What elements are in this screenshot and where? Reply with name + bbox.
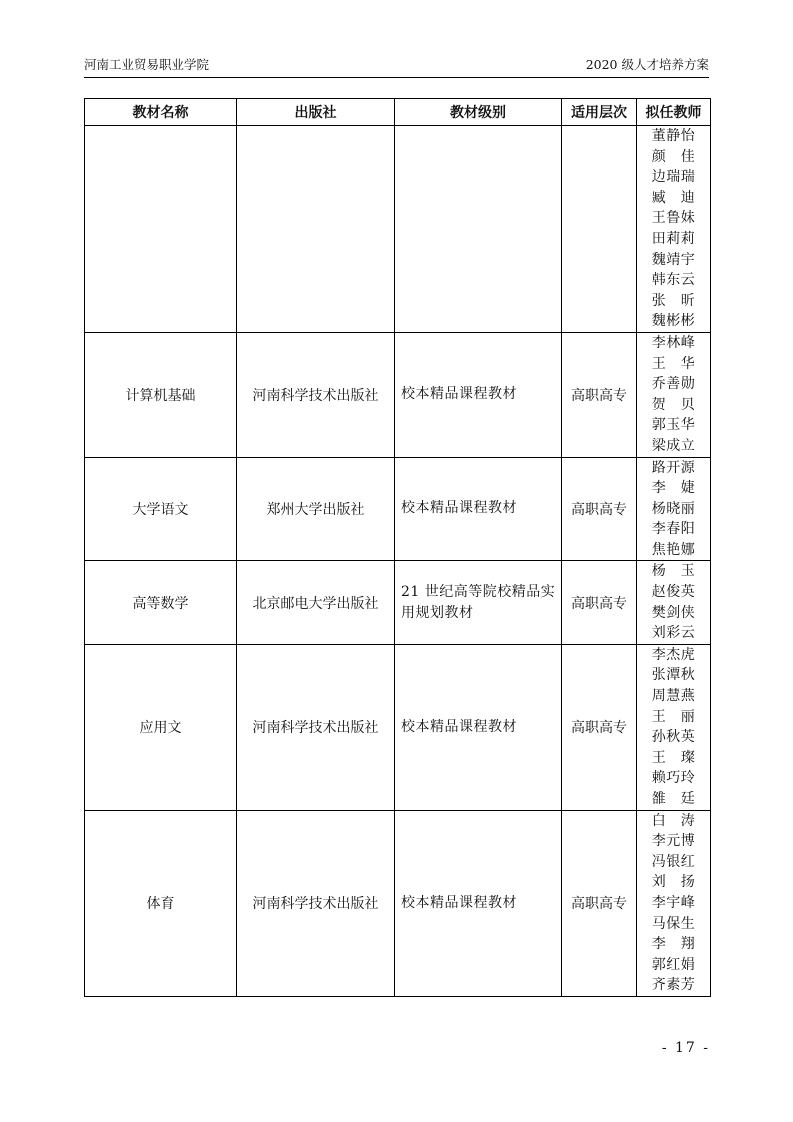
column-header: 拟任教师	[637, 99, 711, 126]
teacher-name: 李林峰	[651, 334, 696, 351]
teacher-name: 孙秋英	[651, 729, 696, 746]
teacher-name: 刘 扬	[651, 874, 696, 891]
table-row	[85, 810, 711, 996]
teacher-name: 魏彬彬	[651, 313, 696, 330]
teacher-name: 李元博	[651, 833, 696, 850]
teachers-cell	[637, 332, 711, 457]
teacher-name: 赖巧玲	[651, 770, 696, 787]
textbook-name-cell: 应用文	[85, 644, 237, 810]
column-header: 教材级别	[395, 99, 562, 126]
publisher-cell: 河南科学技术出版社	[237, 332, 395, 457]
textbook-level-cell	[395, 126, 562, 333]
teacher-name: 颜 佳	[651, 148, 696, 165]
publisher-cell: 河南科学技术出版社	[237, 810, 395, 996]
textbook-level-cell: 校本精品课程教材	[395, 332, 562, 457]
teacher-name: 梁成立	[651, 437, 696, 454]
teachers-cell	[637, 561, 711, 644]
teacher-name: 郭玉华	[651, 417, 696, 434]
teacher-name: 樊剑侠	[651, 604, 696, 621]
textbook-name-cell	[85, 126, 237, 333]
teacher-name: 王鲁妹	[651, 210, 696, 227]
publisher-cell: 郑州大学出版社	[237, 457, 395, 561]
teachers-cell	[637, 644, 711, 810]
scope-cell: 高职高专	[562, 332, 637, 457]
page-number: - 17 -	[661, 1040, 710, 1056]
textbook-name-cell: 计算机基础	[85, 332, 237, 457]
teacher-name: 焦艳娜	[651, 541, 696, 558]
table-row	[85, 126, 711, 333]
teacher-name: 臧 迪	[651, 189, 696, 206]
teacher-name: 李 翔	[651, 936, 696, 953]
teacher-name: 周慧燕	[651, 688, 696, 705]
textbook-name-cell: 体育	[85, 810, 237, 996]
teacher-name: 白 涛	[651, 812, 696, 829]
table-header-row	[85, 99, 711, 126]
teacher-name: 王 华	[651, 355, 696, 372]
textbook-name-cell: 大学语文	[85, 457, 237, 561]
teachers-cell	[637, 810, 711, 996]
table-row	[85, 561, 711, 644]
teacher-name: 雒 廷	[651, 791, 696, 807]
header-institution: 河南工业贸易职业学院	[84, 57, 210, 72]
teacher-name: 田莉莉	[651, 230, 696, 247]
teacher-name: 杨 玉	[651, 563, 696, 580]
teacher-name: 刘彩云	[651, 625, 696, 642]
teacher-name: 韩东云	[651, 272, 696, 289]
table-row	[85, 332, 711, 457]
header-document-title: 2020 级人才培养方案	[585, 57, 709, 72]
textbook-level-cell: 21 世纪高等院校精品实用规划教材	[395, 561, 562, 644]
textbook-level-cell: 校本精品课程教材	[395, 644, 562, 810]
publisher-cell: 北京邮电大学出版社	[237, 561, 395, 644]
teacher-name: 王 璨	[651, 749, 696, 766]
column-header: 适用层次	[562, 99, 637, 126]
teacher-name: 马保生	[651, 915, 696, 932]
teacher-name: 李宇峰	[651, 894, 696, 911]
table-row	[85, 644, 711, 810]
scope-cell: 高职高专	[562, 457, 637, 561]
column-header: 出版社	[237, 99, 395, 126]
scope-cell: 高职高专	[562, 810, 637, 996]
teachers-cell	[637, 126, 711, 333]
teacher-name: 乔善勋	[651, 376, 696, 393]
textbook-level-cell: 校本精品课程教材	[395, 810, 562, 996]
teacher-name: 李 婕	[651, 480, 696, 497]
teacher-name: 李春阳	[651, 521, 696, 538]
table-row	[85, 457, 711, 561]
publisher-cell: 河南科学技术出版社	[237, 644, 395, 810]
teacher-name: 王 丽	[651, 708, 696, 725]
teacher-name: 赵俊英	[651, 584, 696, 601]
textbook-level-cell: 校本精品课程教材	[395, 457, 562, 561]
teacher-name: 路开源	[651, 459, 696, 476]
teacher-name: 贺 贝	[651, 396, 696, 413]
teacher-name: 杨晓丽	[651, 500, 696, 517]
teachers-cell	[637, 457, 711, 561]
column-header: 教材名称	[85, 99, 237, 126]
scope-cell	[562, 126, 637, 333]
teacher-name: 张 昕	[651, 292, 696, 309]
teacher-name: 齐素芳	[651, 977, 696, 994]
textbook-name-cell: 高等数学	[85, 561, 237, 644]
page-header	[84, 56, 709, 78]
textbook-table	[84, 98, 711, 997]
teacher-name: 张潭秋	[651, 667, 696, 684]
teacher-name: 李杰虎	[651, 646, 696, 663]
teacher-name: 董静怡	[651, 128, 696, 144]
teacher-name: 郭红娟	[651, 956, 696, 973]
teacher-name: 冯银红	[651, 853, 696, 870]
scope-cell: 高职高专	[562, 561, 637, 644]
teacher-name: 边瑞瑞	[651, 169, 696, 186]
teacher-name: 魏靖宇	[651, 251, 696, 268]
scope-cell: 高职高专	[562, 644, 637, 810]
publisher-cell	[237, 126, 395, 333]
